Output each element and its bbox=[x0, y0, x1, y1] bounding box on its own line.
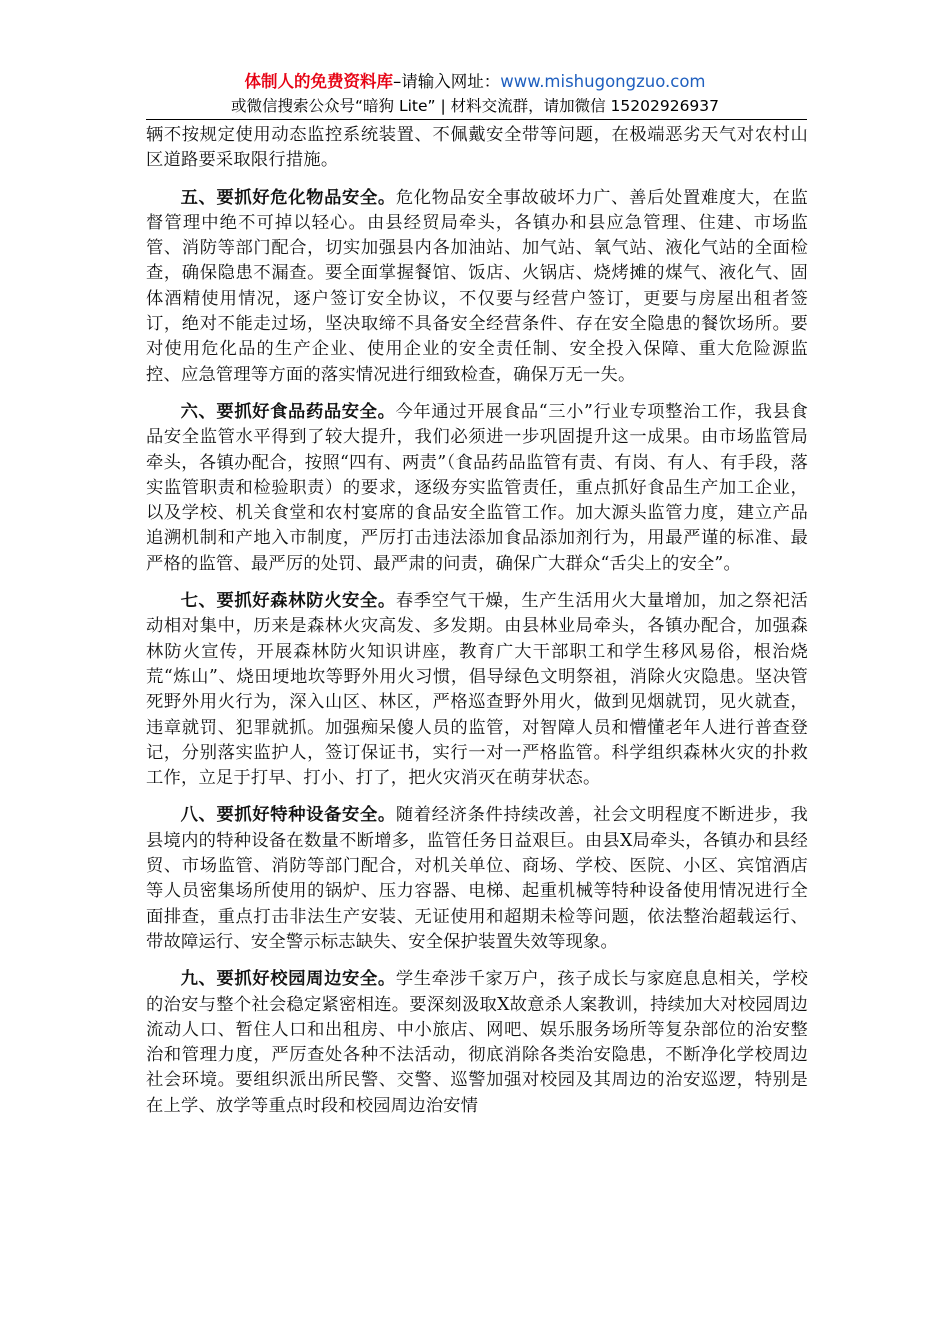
document-body bbox=[146, 123, 808, 1131]
url-prompt: –请输入网址： bbox=[392, 72, 501, 91]
section-heading: 八、要抓好特种设备安全。 bbox=[180, 805, 396, 826]
paragraph-section-7 bbox=[146, 589, 808, 791]
paragraph-section-9 bbox=[146, 967, 808, 1119]
header-divider bbox=[146, 119, 807, 120]
brand-title: 体制人的免费资料库 bbox=[244, 72, 393, 91]
paragraph-text: 春季空气干燥，生产生活用火大量增加，加之祭祀活动相对集中，历来是森林火灾高发、多发期。由县林业局牵头，各镇办配合，加强森林防火宣传，开展森林防火知识讲座，教育广大干部职工和学生移风易俗，根治烧荒“炼山”、烧田埂地坎等野外用火习惯，倡导绿色文明祭祖，消除火灾隐患。坚决管死野外用火行为，深入山区、林区，严格巡查野外用火，做到见烟就罚，见火就查，违章就罚、犯罪就抓。加强痴呆傻人员的监管，对智障人员和懵懂老年人进行普查登记，分别落实监护人，签订保证书，实行一对一严格监管。科学组织森林火灾的扑救工作，立足于打早、打小、打了，把火灾消灭在萌芽状态。 bbox=[146, 591, 808, 789]
paragraph-section-6 bbox=[146, 400, 808, 577]
page-header bbox=[0, 70, 950, 118]
section-heading: 七、要抓好森林防火安全。 bbox=[180, 591, 396, 612]
paragraph-text: 随着经济条件持续改善，社会文明程度不断进步，我县境内的特种设备在数量不断增多，监管任务日益艰巨。由县X局牵头，各镇办和县经贸、市场监管、消防等部门配合，对机关单位、商场、学校、医院、小区、宾馆酒店等人员密集场所使用的锅炉、压力容器、电梯、起重机械等特种设备使用情况进行全面排查，重点打击非法生产安装、无证使用和超期未检等问题，依法整治超载运行、带故障运行、安全警示标志缺失、安全保护装置失效等现象。 bbox=[146, 805, 808, 952]
paragraph-section-8 bbox=[146, 803, 808, 955]
website-link[interactable]: www.mishugongzuo.com bbox=[500, 72, 706, 91]
section-heading: 五、要抓好危化物品安全。 bbox=[180, 187, 396, 208]
section-heading: 九、要抓好校园周边安全。 bbox=[180, 969, 396, 990]
paragraph-text: 今年通过开展食品“三小”行业专项整治工作，我县食品安全监管水平得到了较大提升，我们必须进一步巩固提升这一成果。由市场监管局牵头，各镇办配合，按照“四有、两责”（食品药品监管有责、有岗、有人、有手段，落实监管职责和检验职责）的要求，逐级夯实监管责任，重点抓好食品生产加工企业，以及学校、机关食堂和农村宴席的食品安全监管工作。加大源头监管力度，建立产品追溯机制和产地入市制度，严厉打击违法添加食品添加剂行为，用最严谨的标准、最严格的监管、最严厉的处罚、最严肃的问责，确保广大群众“舌尖上的安全”。 bbox=[146, 401, 808, 574]
paragraph-text: 学生牵涉千家万户，孩子成长与家庭息息相关，学校的治安与整个社会稳定紧密相连。要深刻汲取X故意杀人案教训，持续加大对校园周边流动人口、暂住人口和出租房、中小旅店、网吧、娱乐服务场所等复杂部位的治安整治和管理力度，严厉查处各种不法活动，彻底消除各类治安隐患，不断净化学校周边社会环境。要组织派出所民警、交警、巡警加强对校园及其周边的治安巡逻，特别是在上学、放学等重点时段和校园周边治安情 bbox=[146, 969, 808, 1116]
header-line-2: 或微信搜索公众号“暗狗 Lite” | 材料交流群，请加微信 15202926937 bbox=[230, 97, 720, 115]
paragraph-continued bbox=[146, 123, 808, 174]
header-line-1 bbox=[0, 70, 950, 94]
section-heading: 六、要抓好食品药品安全。 bbox=[180, 401, 396, 422]
paragraph-section-5 bbox=[146, 186, 808, 388]
paragraph-text: 辆不按规定使用动态监控系统装置、不佩戴安全带等问题，在极端恶劣天气对农村山区道路要采取限行措施。 bbox=[146, 125, 808, 171]
paragraph-text: 危化物品安全事故破坏力广、善后处置难度大，在监督管理中绝不可掉以轻心。由县经贸局牵头，各镇办和县应急管理、住建、市场监管、消防等部门配合，切实加强县内各加油站、加气站、氧气站、液化气站的全面检查，确保隐患不漏查。要全面掌握餐馆、饭店、火锅店、烧烤摊的煤气、液化气、固体酒精使用情况，逐户签订安全协议，不仅要与经营户签订，更要与房屋出租者签订，绝对不能走过场，坚决取缔不具备安全经营条件、存在安全隐患的餐饮场所。要对使用危化品的生产企业、使用企业的安全责任制、安全投入保障、重大危险源监控、应急管理等方面的落实情况进行细致检查，确保万无一失。 bbox=[146, 187, 808, 385]
